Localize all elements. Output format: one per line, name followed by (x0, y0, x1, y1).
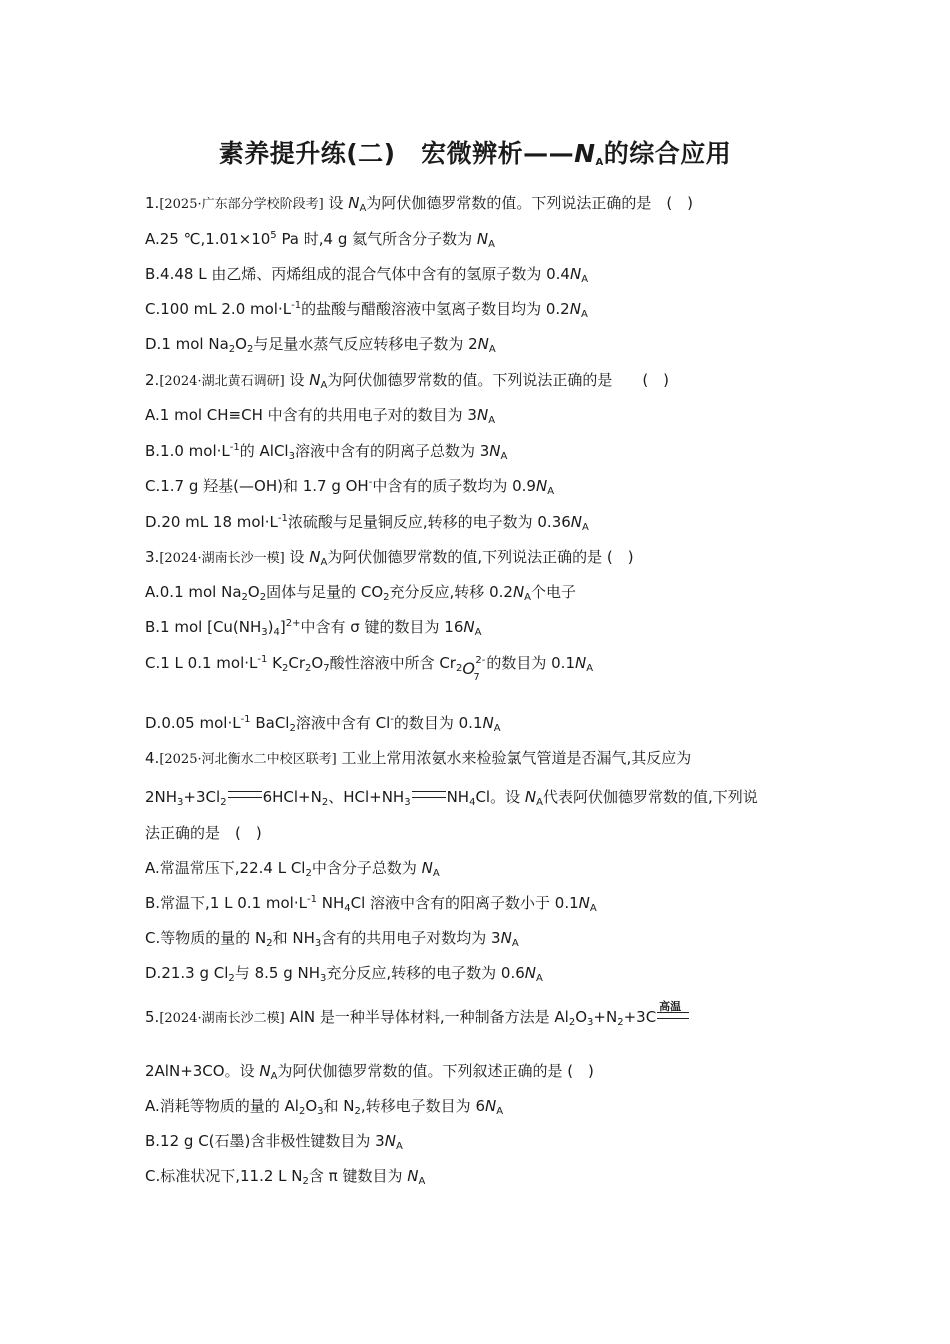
question-2-stem: 2.[2024·湖北黄石调研] 设 $N_A$为阿伏伽德罗常数的值。下列说法正确的是 ( ) (145, 371, 670, 391)
question-4-stem-end: 法正确的是 ( ) (145, 824, 262, 842)
question-3-stem: 3.[2024·湖南长沙一模] 设 $N_A$为阿伏伽德罗常数的值,下列说法正确的是 ( ) (145, 548, 634, 568)
option-3b[interactable]: B.1 mol $[Cu(NH_3)_4]^{2+}$中含有 σ 键的数目为 $16N_A$ (145, 618, 482, 638)
question-1-stem: 1.[2025·广东部分学校阶段考] 设 $N_A$为阿伏伽德罗常数的值。下列说法正确的是 ( ) (145, 194, 694, 214)
option-2c[interactable]: C.1.7 g 羟基(—OH)和 1.7 g OH-中含有的质子数均为 $0.9N_A$ (145, 477, 555, 497)
option-5a[interactable]: A.消耗等物质的量的 $Al_2O_3$和 $N_2$,转移电子数目为 $6N_A$ (145, 1097, 504, 1117)
question-5-stem: 5.[2024·湖南长沙二模] AlN 是一种半导体材料,一种制备方法是 $Al_2O_3+N_2+3C$ 高温 (145, 1006, 689, 1030)
question-source: [2025·河北衡水二中校区联考] (159, 752, 337, 767)
reaction-condition-sign: 高温 (657, 1012, 689, 1019)
option-4a[interactable]: A.常温常压下,22.4 L $Cl_2$中含分子总数为 $N_A$ (145, 859, 440, 879)
question-4-stem: 4.[2025·河北衡水二中校区联考] 工业上常用浓氨水来检验氯气管道是否漏气,其反应为 (145, 749, 692, 767)
option-3a[interactable]: A.0.1 mol $Na_2O_2$固体与足量的 $CO_2$充分反应,转移 $0.2N_A$个电子 (145, 583, 577, 603)
option-5c[interactable]: C.标准状况下,11.2 L $N_2$含 π 键数目为 $N_A$ (145, 1167, 426, 1187)
option-3d[interactable]: D.0.05 $mol\cdot L^{-1}$ BaCl$_2$溶液中含有 Cl-的数目为 $0.1N_A$ (145, 714, 501, 734)
option-2d[interactable]: D.20 mL 18 $mol\cdot L^{-1}$浓硫酸与足量铜反应,转移的电子数为 $0.36N_A$ (145, 513, 589, 533)
question-source: [2025·广东部分学校阶段考] (159, 197, 324, 212)
option-5b[interactable]: B.12 g C(石墨)含非极性键数目为 $3N_A$ (145, 1132, 403, 1152)
option-4c[interactable]: C.等物质的量的 $N_2$和 $NH_3$含有的共用电子对数均为 $3N_A$ (145, 929, 519, 949)
question-5-stem-cont: 2AlN+3CO。设 $N_A$为阿伏伽德罗常数的值。下列叙述正确的是 ( ) (145, 1062, 594, 1082)
option-1a[interactable]: A.25 $℃,1.01\times 10^5$ Pa 时,4 g 氦气所含分子数为 $N_A$ (145, 230, 495, 250)
page-title: 素养提升练(二) 宏微辨析$——N_A$的综合应用 (218, 139, 732, 168)
question-4-equation: $2NH_3+3Cl_2$ $6HCl+N_2$、$HCl+NH_3$ $NH_4Cl$。设 $N_A$代表阿伏伽德罗常数的值,下列说 (145, 788, 758, 808)
option-1b[interactable]: B.4.48 L 由乙烯、丙烯组成的混合气体中含有的氢原子数为 $0.4N_A$ (145, 265, 589, 285)
option-1d[interactable]: D.1 mol $Na_2O_2$与足量水蒸气反应转移电子数为 $2N_A$ (145, 335, 496, 355)
equals-sign (412, 791, 446, 798)
option-2a[interactable]: A.1 mol CH≡CH 中含有的共用电子对的数目为 $3N_A$ (145, 406, 496, 426)
option-2b[interactable]: B.1.0 $mol\cdot L^{-1}$的 AlCl$_3$溶液中含有的阴离子总数为 $3N_A$ (145, 442, 508, 462)
option-4b[interactable]: B.常温下,1 L 0.1 $mol\cdot L^{-1}$ $NH_4Cl$ 溶液中含有的阳离子数小于 $0.1N_A$ (145, 894, 597, 914)
option-1c[interactable]: C.100 mL 2.0 $mol\cdot L^{-1}$的盐酸与醋酸溶液中氢离子数目均为 $0.2N_A$ (145, 300, 588, 320)
dichromate-ion: O 7 2- (462, 655, 486, 683)
equals-sign (228, 791, 262, 798)
question-source: [2024·湖北黄石调研] (159, 374, 285, 389)
option-4d[interactable]: D.21.3 g $Cl_2$与 8.5 g $NH_3$充分反应,转移的电子数为 $0.6N_A$ (145, 964, 543, 984)
question-source: [2024·湖南长沙一模] (159, 551, 285, 566)
question-source: [2024·湖南长沙二模] (159, 1011, 285, 1026)
option-3c[interactable]: C.1 L 0.1 $mol\cdot L^{-1}$ $K_2Cr_2O_7$酸性溶液中所含 $Cr_2$ O 7 2- 的数目为 $0.1N_A$ (145, 654, 594, 683)
